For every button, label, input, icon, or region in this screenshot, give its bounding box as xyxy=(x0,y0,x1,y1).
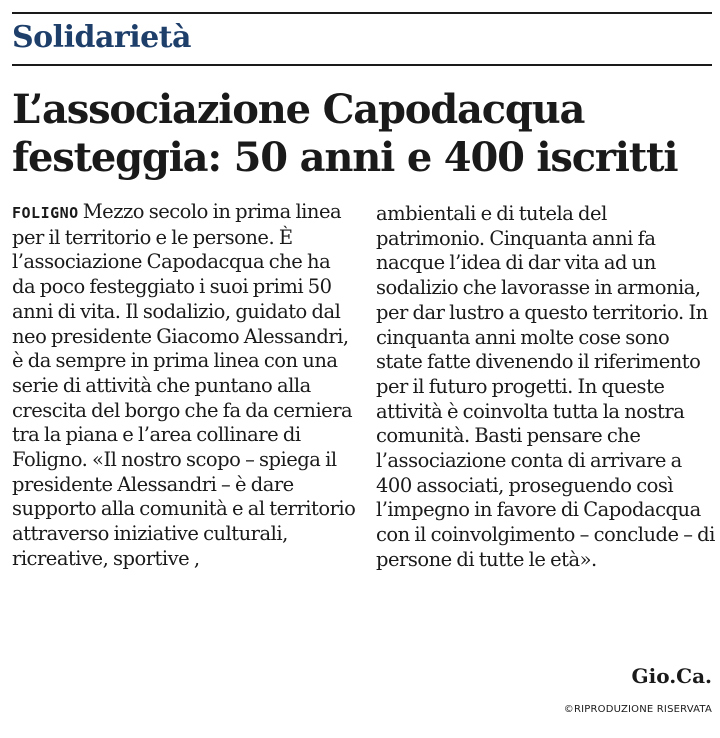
section-rule xyxy=(12,64,712,66)
article-column-2 xyxy=(376,202,716,573)
section-label: Solidarietà xyxy=(12,20,191,55)
top-rule xyxy=(12,12,712,14)
dateline: FOLIGNO xyxy=(12,204,79,222)
article-column-1 xyxy=(12,200,356,572)
author-signature: Gio.Ca. xyxy=(631,664,712,688)
copyright-notice: ©RIPRODUZIONE RISERVATA xyxy=(563,704,712,715)
column-2-text: ambientali e di tutela del patrimonio. Cinquanta anni fa nacque l’idea di dar vita ad un sodalizio che lavorasse in armonia, per dar lustro a questo territorio. In cinquanta anni molte cose sono state fatte divenendo il riferimento per il futuro progetti. In queste attività è coinvolta tutta la nostra comunità. Basti pensare che l’associazione conta di arrivare a 400 associati, proseguendo così l’impegno in favore di Capodacqua con il coinvolgimento – conclude – di persone di tutte le età». xyxy=(376,202,715,571)
article-headline: L’associazione Capodacqua festeggia: 50 anni e 400 iscritti xyxy=(12,86,678,181)
column-1-text: Mezzo secolo in prima linea per il territorio e le persone. È l’associazione Capodacqua che ha da poco festeggiato i suoi primi 50 anni di vita. Il sodalizio, guidato dal neo presidente Giacomo Alessandri, è da sempre in prima linea con una serie di attività che puntano alla crescita del borgo che fa da cerniera tra la piana e l’area collinare di Foligno. «Il nostro scopo – spiega il presidente Alessandri – è dare supporto alla comunità e al territorio attraverso iniziative culturali, ricreative, sportive , xyxy=(12,200,356,570)
